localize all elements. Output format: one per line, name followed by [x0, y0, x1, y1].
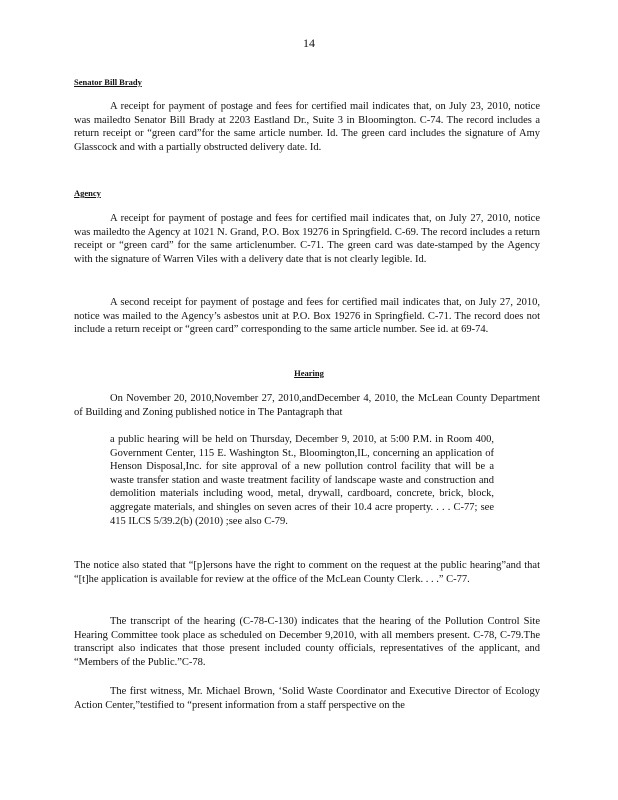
section-heading-hearing: Hearing — [294, 368, 324, 378]
paragraph-agency-1: A receipt for payment of postage and fees for certified mail indicates that, on July 27, 2010, notice was mailedto the Agency at 1021 N. Grand, P.O. Box 19276 in Springfield. C-69. The record includes a return receipt or “green card” for the same articlenumber. C-71. The green card was date-stamped by the Agency with the signature of Warren Viles with a delivery date that is not clearly legible. Id. — [74, 213, 540, 265]
paragraph-agency-2: A second receipt for payment of postage and fees for certified mail indicates that, on July 27, 2010, notice was mailed to the Agency’s asbestos unit at P.O. Box 19276 in Springfield. C-71. The record does not include a return receipt or “green card” corresponding to the same article number. See id. at 69-74. — [74, 297, 540, 336]
paragraph-hearing-1: On November 20, 2010,November 27, 2010,andDecember 4, 2010, the McLean County Department of Building and Zoning published notice in The Pantagraph that — [74, 393, 540, 418]
paragraph-brady: A receipt for payment of postage and fees for certified mail indicates that, on July 23, 2010, notice was mailedto Senator Bill Brady at 2203 Eastland Dr., Suite 3 in Bloomington. C-74. The record includes a return receipt or “green card”for the same article number. Id. The green card includes the signature of Amy Glasscock and with a partially obstructed delivery date. Id. — [74, 101, 540, 153]
section-heading-senator-bill-brady: Senator Bill Brady — [74, 77, 142, 87]
paragraph-hearing-4: The first witness, Mr. Michael Brown, ‘Solid Waste Coordinator and Executive Director of Ecology Action Center,”testified to “present information from a staff perspective on the — [74, 686, 540, 711]
block-quote-hearing-notice: a public hearing will be held on Thursday, December 9, 2010, at 5:00 P.M. in Room 400, Government Center, 115 E. Washington St., Bloomington,IL, concerning an application of Henson Disposal,Inc. for site approval of a new pollution control facility that will be a waste transfer station and waste treatment facility of landscape waste and construction and demolition materials including wood, metal, drywall, cardboard, concrete, brick, block, aggregate materials, and shingles on seven acres of their 10.4 acre property. . . . C-77; see 415 ILCS 5/39.2(b) (2010) ;see also C-79. — [110, 434, 494, 527]
paragraph-hearing-2: The notice also stated that “[p]ersons have the right to comment on the request at the public hearing”and that “[t]he application is available for review at the office of the McLean County Clerk. . . .” C-77. — [74, 560, 540, 585]
section-heading-agency: Agency — [74, 188, 101, 198]
page-number: 14 — [303, 36, 315, 50]
paragraph-hearing-3: The transcript of the hearing (C-78-C-130) indicates that the hearing of the Pollution Control Site Hearing Committee took place as scheduled on December 9,2010, with all members present. C-78, C-79.The transcript also indicates that those present included county officials, representatives of the applicant, and “Members of the Public.”C-78. — [74, 616, 540, 668]
